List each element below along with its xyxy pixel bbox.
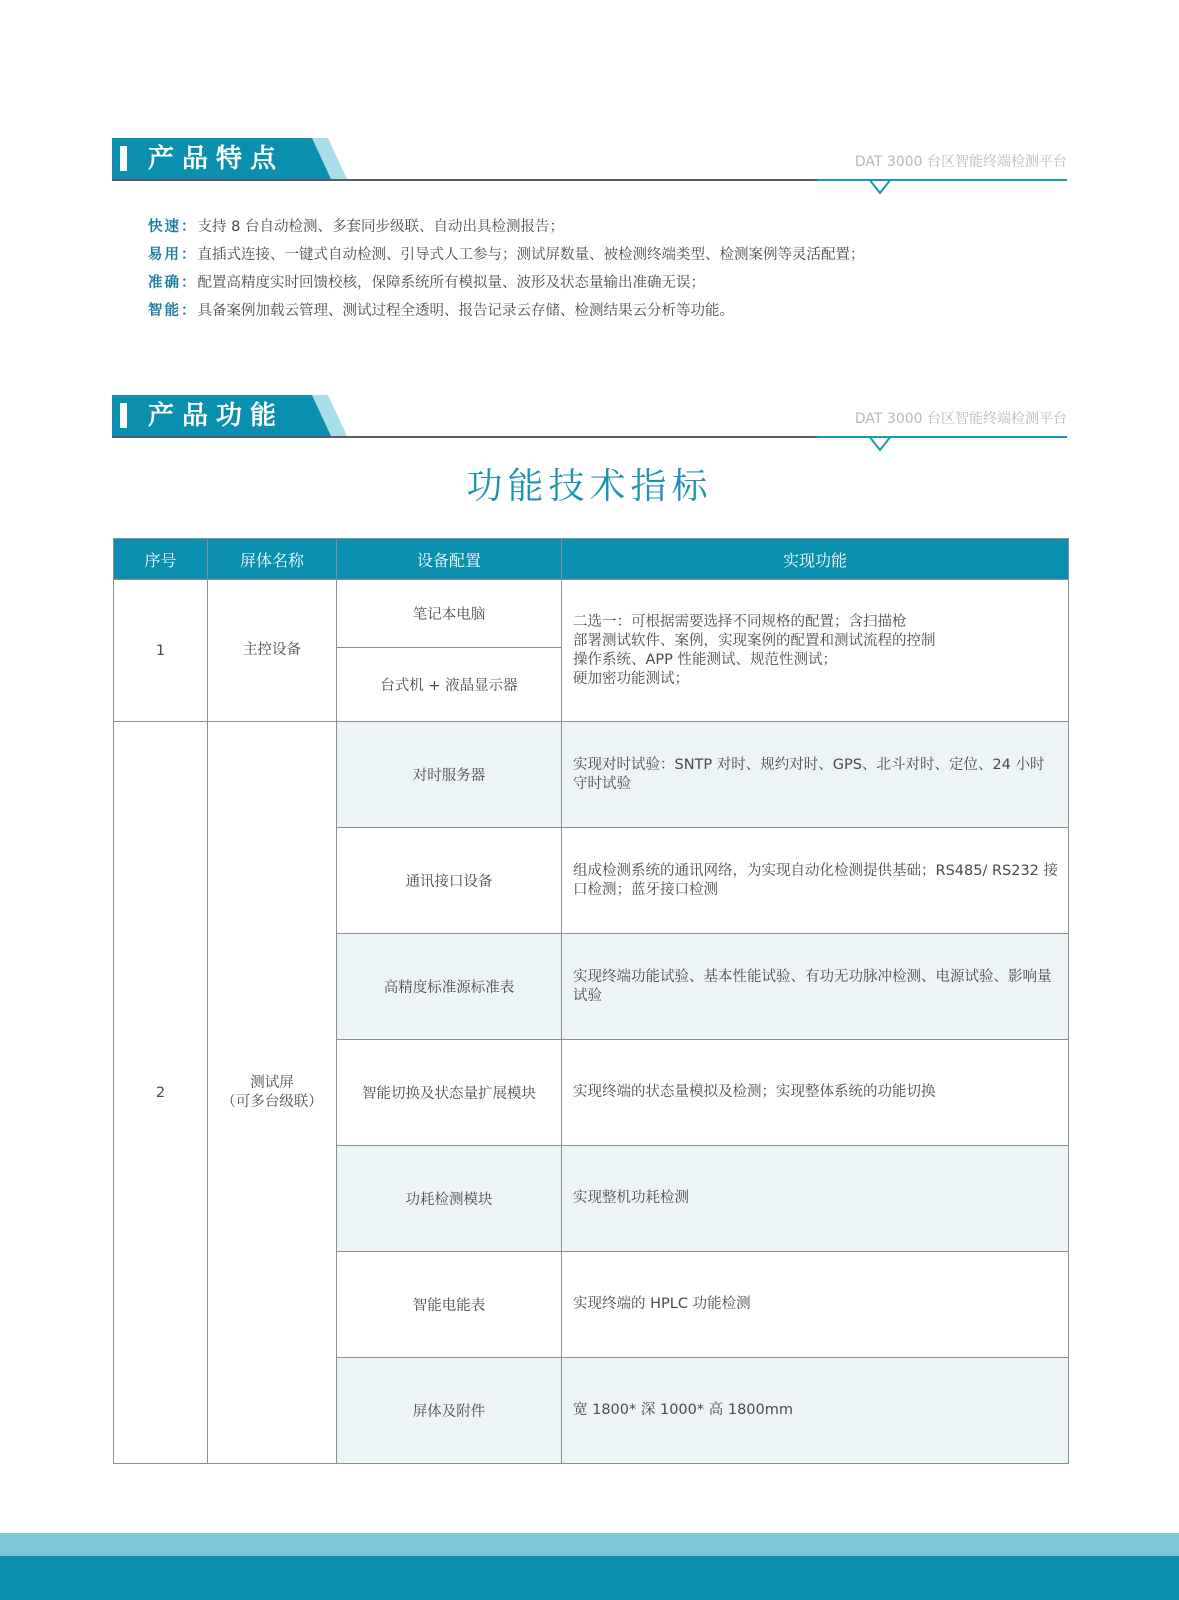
device-config: 功耗检测模块	[337, 1146, 562, 1252]
function-cell: 实现对时试验：SNTP 对时、规约对时、GPS、北斗对时、定位、24 小时守时试验	[562, 722, 1069, 828]
feature-text: 具备案例加载云管理、测试过程全透明、报告记录云存储、检测结果云分析等功能。	[197, 303, 734, 319]
section-title: 产品功能	[148, 401, 285, 431]
screen-name-line: 测试屏	[250, 1074, 294, 1091]
device-config: 高精度标准源标准表	[337, 934, 562, 1040]
spec-table	[113, 538, 1069, 1464]
function-cell: 实现终端功能试验、基本性能试验、有功无功脉冲检测、电源试验、影响量试验	[562, 934, 1069, 1040]
feature-item	[148, 213, 1048, 241]
section-subtitle: DAT 3000 台区智能终端检测平台	[854, 154, 1067, 170]
function-cell: 宽 1800* 深 1000* 高 1800mm	[562, 1358, 1069, 1464]
device-config: 台式机 + 液晶显示器	[337, 648, 562, 722]
feature-label: 易用：	[148, 247, 198, 263]
feature-list	[148, 213, 1048, 325]
header-cell: 序号	[114, 539, 208, 580]
section-header-functions	[112, 395, 1067, 459]
function-cell: 组成检测系统的通讯网络，为实现自动化检测提供基础；RS485/ RS232 接口检测；蓝牙接口检测	[562, 828, 1069, 934]
function-line: 二选一：可根据需要选择不同规格的配置；含扫描枪	[573, 613, 907, 630]
device-config: 智能电能表	[337, 1252, 562, 1358]
section-rule-accent	[817, 179, 1067, 181]
function-cell: 实现终端的状态量模拟及检测；实现整体系统的功能切换	[562, 1040, 1069, 1146]
function-line: 部署测试软件、案例，实现案例的配置和测试流程的控制	[573, 632, 936, 649]
function-line: 操作系统、APP 性能测试、规范性测试；	[573, 651, 838, 668]
section-tab	[112, 138, 347, 179]
notch-marker-icon	[869, 436, 891, 452]
section-rule	[112, 179, 817, 181]
section-subtitle: DAT 3000 台区智能终端检测平台	[854, 411, 1067, 427]
feature-item	[148, 269, 1048, 297]
feature-label: 快速：	[148, 219, 198, 235]
row-number: 1	[114, 580, 208, 722]
row-number: 2	[114, 722, 208, 1464]
feature-text: 支持 8 台自动检测、多套同步级联、自动出具检测报告；	[197, 219, 564, 235]
screen-name-line: （可多台级联）	[221, 1093, 323, 1110]
header-cell: 设备配置	[337, 539, 562, 580]
device-config: 通讯接口设备	[337, 828, 562, 934]
screen-name: 主控设备	[208, 580, 337, 722]
device-config: 对时服务器	[337, 722, 562, 828]
function-cell	[562, 580, 1069, 722]
feature-item	[148, 241, 1048, 269]
header-cell: 屏体名称	[208, 539, 337, 580]
table-header-row	[114, 539, 1069, 580]
footer-band-light	[0, 1533, 1179, 1556]
function-cell: 实现终端的 HPLC 功能检测	[562, 1252, 1069, 1358]
function-cell: 实现整机功耗检测	[562, 1146, 1069, 1252]
section-rule-accent	[817, 436, 1067, 438]
feature-label: 准确：	[148, 275, 198, 291]
device-config: 笔记本电脑	[337, 580, 562, 648]
table-title: 功能技术指标	[466, 466, 713, 507]
device-config: 智能切换及状态量扩展模块	[337, 1040, 562, 1146]
feature-item	[148, 297, 1048, 325]
section-header-features	[112, 138, 1067, 202]
feature-label: 智能：	[148, 303, 198, 319]
section-rule	[112, 436, 817, 438]
feature-text: 直插式连接、一键式自动检测、引导式人工参与；测试屏数量、被检测终端类型、检测案例等灵活配置；	[197, 247, 865, 263]
feature-text: 配置高精度实时回馈校核，保障系统所有模拟量、波形及状态量输出准确无误；	[197, 275, 705, 291]
device-config: 屏体及附件	[337, 1358, 562, 1464]
section-tab	[112, 395, 347, 436]
table-row	[114, 722, 1069, 828]
table-row	[114, 580, 1069, 648]
function-line: 硬加密功能测试；	[573, 670, 689, 687]
header-cell: 实现功能	[562, 539, 1069, 580]
notch-marker-icon	[869, 179, 891, 195]
footer-band-dark	[0, 1556, 1179, 1600]
section-title: 产品特点	[148, 144, 285, 174]
screen-name	[208, 722, 337, 1464]
